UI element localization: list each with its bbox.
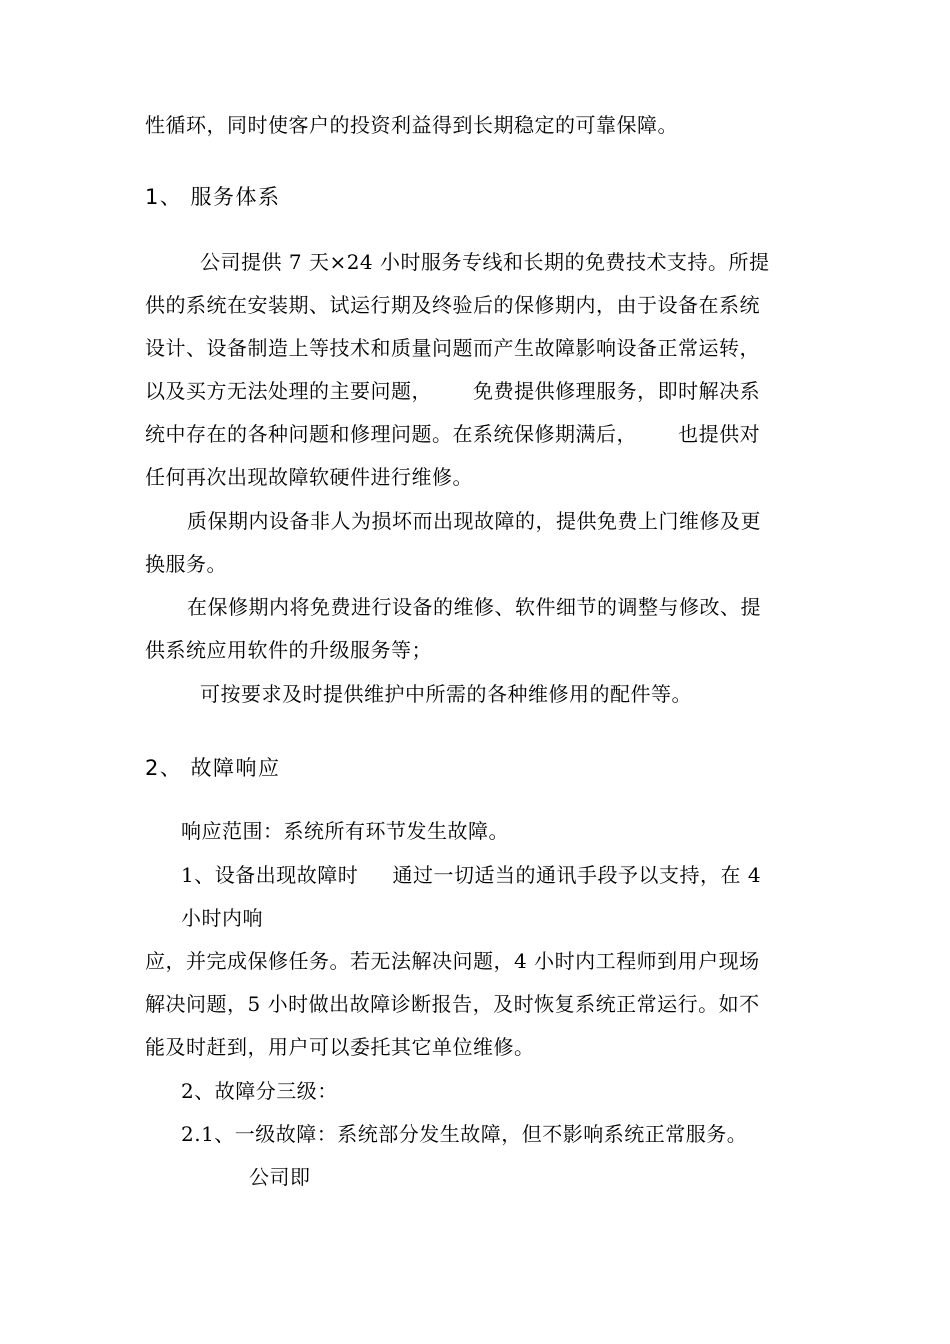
paragraph-line: 2、故障分三级： — [181, 1079, 338, 1103]
section-heading-fault-response: 2、 故障响应 — [145, 756, 281, 780]
paragraph-line: 1、设备出现故障时 通过一切适当的通讯手段予以支持，在 4 — [181, 863, 762, 887]
paragraph-line: 在保修期内将免费进行设备的维修、软件细节的调整与修改、提 — [187, 595, 761, 619]
paragraph-line: 供系统应用软件的升级服务等； — [145, 638, 432, 662]
paragraph-line: 应，并完成保修任务。若无法解决问题，4 小时内工程师到用户现场 — [145, 949, 760, 973]
paragraph-line: 响应范围：系统所有环节发生故障。 — [181, 819, 509, 843]
paragraph-line: 性循环，同时使客户的投资利益得到长期稳定的可靠保障。 — [145, 113, 678, 137]
paragraph-line: 质保期内设备非人为损坏而出现故障的，提供免费上门维修及更 — [187, 509, 761, 533]
paragraph-line: 公司提供 7 天×24 小时服务专线和长期的免费技术支持。所提 — [200, 250, 770, 274]
paragraph-line: 任何再次出现故障软硬件进行维修。 — [145, 465, 473, 489]
paragraph-line: 小时内响 — [181, 906, 263, 930]
paragraph-line: 解决问题，5 小时做出故障诊断报告，及时恢复系统正常运行。如不 — [145, 992, 760, 1016]
paragraph-line: 2.1、一级故障：系统部分发生故障，但不影响系统正常服务。 — [181, 1122, 748, 1146]
paragraph-line: 能及时赶到，用户可以委托其它单位维修。 — [145, 1035, 535, 1059]
paragraph-line: 换服务。 — [145, 552, 227, 576]
section-heading-service-system: 1、 服务体系 — [145, 185, 281, 209]
paragraph-line: 以及买方无法处理的主要问题， 免费提供修理服务，即时解决系 — [145, 379, 761, 403]
paragraph-line: 可按要求及时提供维护中所需的各种维修用的配件等。 — [200, 682, 692, 706]
paragraph-line: 公司即 — [249, 1165, 311, 1189]
paragraph-line: 设计、设备制造上等技术和质量问题而产生故障影响设备正常运转， — [145, 336, 760, 360]
paragraph-line: 统中存在的各种问题和修理问题。在系统保修期满后， 也提供对 — [145, 422, 761, 446]
paragraph-line: 供的系统在安装期、试运行期及终验后的保修期内，由于设备在系统 — [145, 293, 760, 317]
